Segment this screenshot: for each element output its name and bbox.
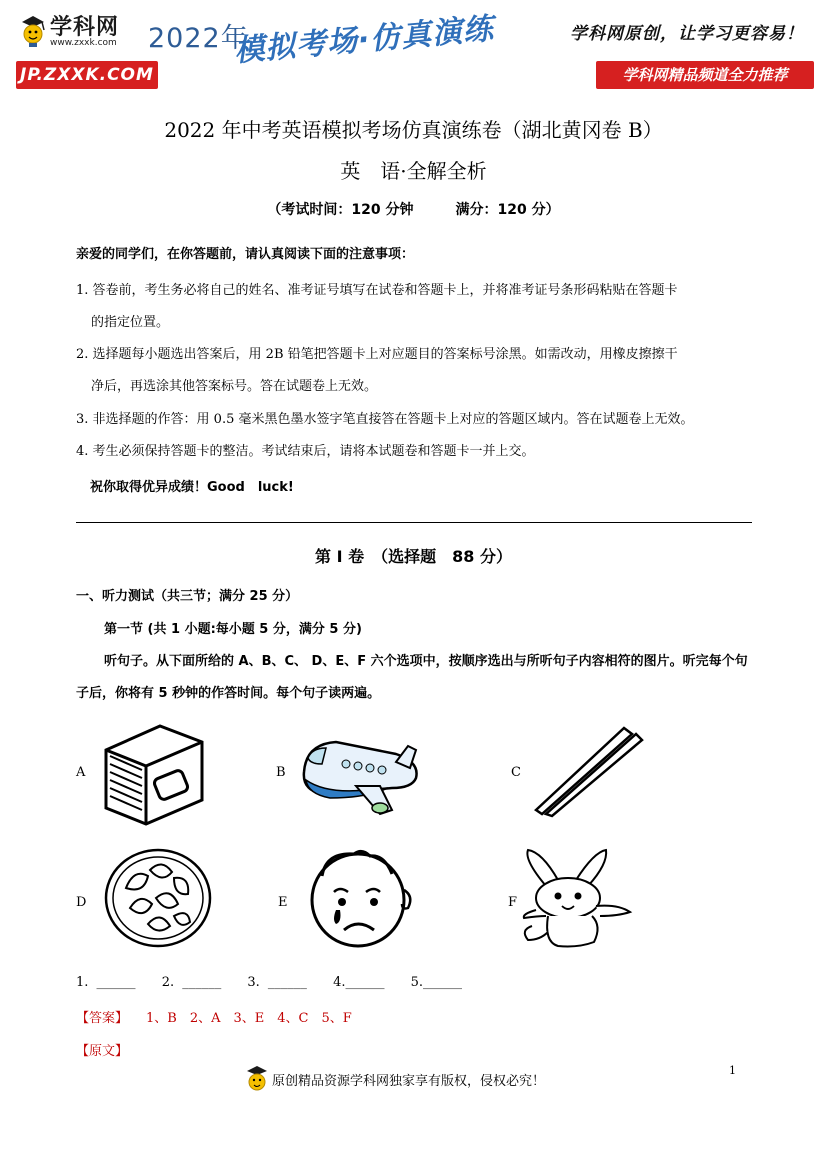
- banner-title: 模拟考场·仿真演练: [232, 11, 496, 70]
- section-heading: 一、听力测试（共三节；满分 25 分）: [76, 589, 299, 604]
- divider: [76, 522, 752, 523]
- slogan: 学科网原创，让学习更容易！: [570, 24, 804, 44]
- notice-item-number: 2.: [76, 347, 89, 362]
- notice-item: [76, 436, 766, 468]
- blank-3[interactable]: 3. ______: [247, 975, 307, 990]
- site-code-badge[interactable]: JP.ZXXK.COM: [16, 61, 158, 89]
- notice-item: [76, 275, 766, 339]
- logo-mascot-icon: [18, 14, 48, 48]
- chopsticks-icon: [532, 726, 644, 816]
- notice-item-number: 1.: [76, 283, 89, 298]
- blank-1[interactable]: 1. ______: [76, 975, 136, 990]
- book-icon: [98, 722, 210, 827]
- page-title: 2022 年中考英语模拟考场仿真演练卷（湖北黄冈卷 B）: [164, 118, 663, 142]
- notice-item-text-cont: 净后，再选涂其他答案标号。答在试题卷上无效。: [91, 379, 378, 394]
- notice-item-text: 选择题每小题选出答案后，用 2B 铅笔把答题卡上对应题目的答案标号涂黑。如需改动，用橡皮擦擦干: [92, 347, 678, 362]
- promo-badge[interactable]: 学科网精品频道全力推荐: [596, 61, 814, 89]
- option-label-b: B: [276, 765, 286, 780]
- footer-mascot-icon: [244, 1064, 270, 1094]
- instructions: 听句子。从下面所给的 A、B、C、 D、E、F 六个选项中，按顺序选出与所听句子内容相符的图片。听完每个句子后，你将有 5 秒钟的作答时间。每个句子读两遍。: [76, 654, 748, 701]
- notice-item-number: 4.: [76, 444, 89, 459]
- notice-item-text-cont: 的指定位置。: [91, 315, 170, 330]
- blank-5[interactable]: 5.______: [410, 975, 463, 990]
- exam-info: （考试时间：120 分钟 满分：120 分）: [267, 202, 560, 218]
- page-number: 1: [729, 1064, 736, 1077]
- notice-heading: 亲爱的同学们，在你答题前，请认真阅读下面的注意事项：: [76, 247, 415, 262]
- dumplings-icon: [104, 848, 212, 948]
- option-label-a: A: [76, 765, 86, 780]
- part-title: 第 I 卷 （选择题 88 分）: [315, 547, 512, 566]
- good-luck-text: 祝你取得优异成绩！Good luck!: [90, 480, 294, 495]
- logo-text: 学科网: [50, 15, 120, 40]
- blank-4[interactable]: 4.______: [333, 975, 385, 990]
- blank-2[interactable]: 2. ______: [161, 975, 222, 990]
- crying-face-icon: [304, 846, 416, 950]
- notice-item-number: 3.: [76, 412, 89, 427]
- answer-line: [76, 1007, 352, 1026]
- rabbit-icon: [518, 846, 636, 950]
- notice-item-text: 答卷前，考生务必将自己的姓名、准考证号填写在试卷和答题卡上，并将准考证号条形码粘贴在答题卡: [92, 283, 678, 298]
- option-label-e: E: [278, 895, 288, 910]
- answer-text: 1、B 2、A 3、E 4、C 5、F: [146, 1011, 352, 1026]
- source-label: 【原文】: [76, 1044, 129, 1059]
- year-label: 2022年: [148, 23, 249, 54]
- subsection-heading: 第一节 (共 1 小题:每小题 5 分，满分 5 分): [104, 622, 362, 637]
- answer-label: 【答案】: [76, 1011, 129, 1026]
- notice-item: [76, 339, 766, 403]
- notice-item: [76, 404, 766, 436]
- page-subtitle: 英 语·全解全析: [340, 159, 487, 183]
- notice-item-text: 考生必须保持答题卡的整洁。考试结束后，请将本试题卷和答题卡一并上交。: [92, 444, 535, 459]
- notice-item-text: 非选择题的作答：用 0.5 毫米黑色墨水签字笔直接答在答题卡上对应的答题区域内。答在试题卷上无效。: [92, 412, 694, 427]
- option-label-c: C: [511, 765, 521, 780]
- copyright-footer: 原创精品资源学科网独家享有版权，侵权必究！: [272, 1074, 546, 1089]
- option-label-d: D: [76, 895, 87, 910]
- airplane-icon: [296, 732, 426, 818]
- logo-url: www.zxxk.com: [50, 38, 117, 48]
- option-label-f: F: [508, 895, 518, 910]
- answer-blanks: [76, 975, 480, 990]
